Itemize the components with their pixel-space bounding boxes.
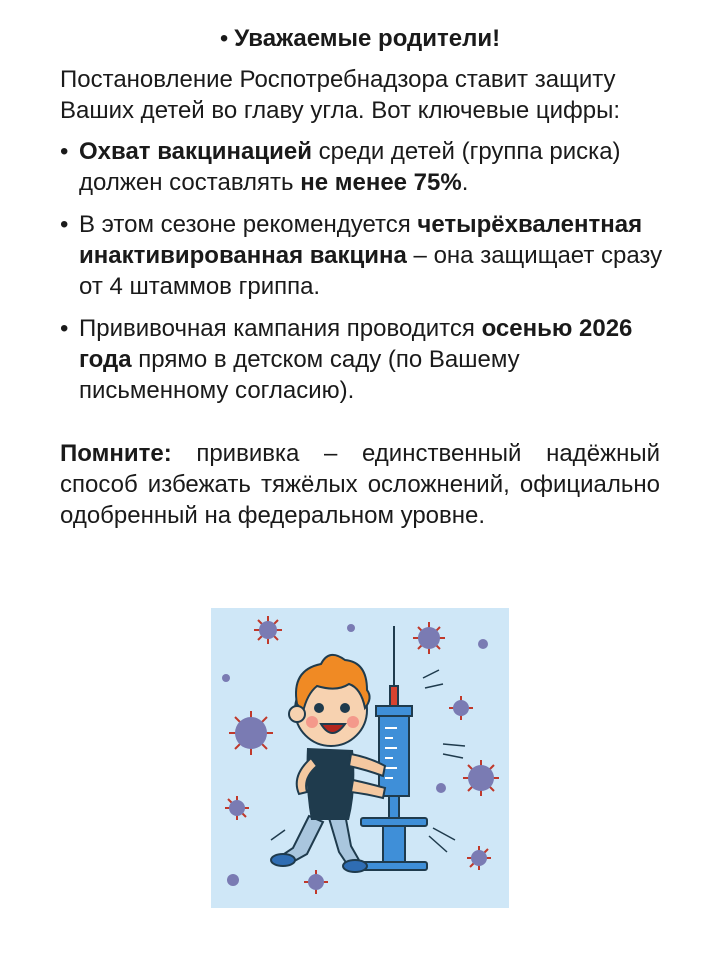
coverage-text: среди детей (группа риска) должен составлять [79, 138, 621, 196]
remember-label: Помните: [60, 440, 172, 467]
campaign-text: Прививочная кампания проводится [79, 315, 482, 342]
vaccine-text: В этом сезоне рекомендуется [79, 211, 418, 238]
key-figures-list [60, 136, 670, 417]
vaccine-type: четырёхвалентная инактивированная вакцина [79, 211, 643, 269]
list-item-campaign [60, 313, 670, 406]
vaccine-end: – она защищает сразу от 4 штаммов гриппа. [79, 242, 663, 300]
intro-paragraph: Постановление Роспотребнадзора ставит защиту Ваших детей во главу угла. Вот ключевые цифры: [60, 66, 621, 124]
list-item-coverage [60, 136, 670, 198]
campaign-date: осенью 2026 года [79, 315, 633, 373]
coverage-threshold: не менее 75% [300, 169, 462, 196]
title-text: Уважаемые родители! [234, 25, 501, 52]
campaign-end: прямо в детском саду (по Вашему письменному согласию). [79, 346, 520, 404]
vaccination-illustration [211, 608, 509, 908]
remember-text: прививка – единственный надёжный способ избежать тяжёлых осложнений, официально одобренный на федеральном уровне. [60, 440, 660, 529]
boy-with-syringe-image [211, 608, 509, 908]
remember-paragraph [60, 438, 660, 531]
page-title [0, 22, 720, 56]
bullet-marker: • [60, 211, 69, 238]
list-item-vaccine [60, 209, 670, 302]
bullet-marker: • [60, 138, 69, 165]
bullet-marker: • [60, 315, 69, 342]
title-bullet: • [219, 25, 229, 52]
coverage-bold: Охват вакцинацией [79, 138, 312, 165]
coverage-end: . [461, 169, 469, 196]
